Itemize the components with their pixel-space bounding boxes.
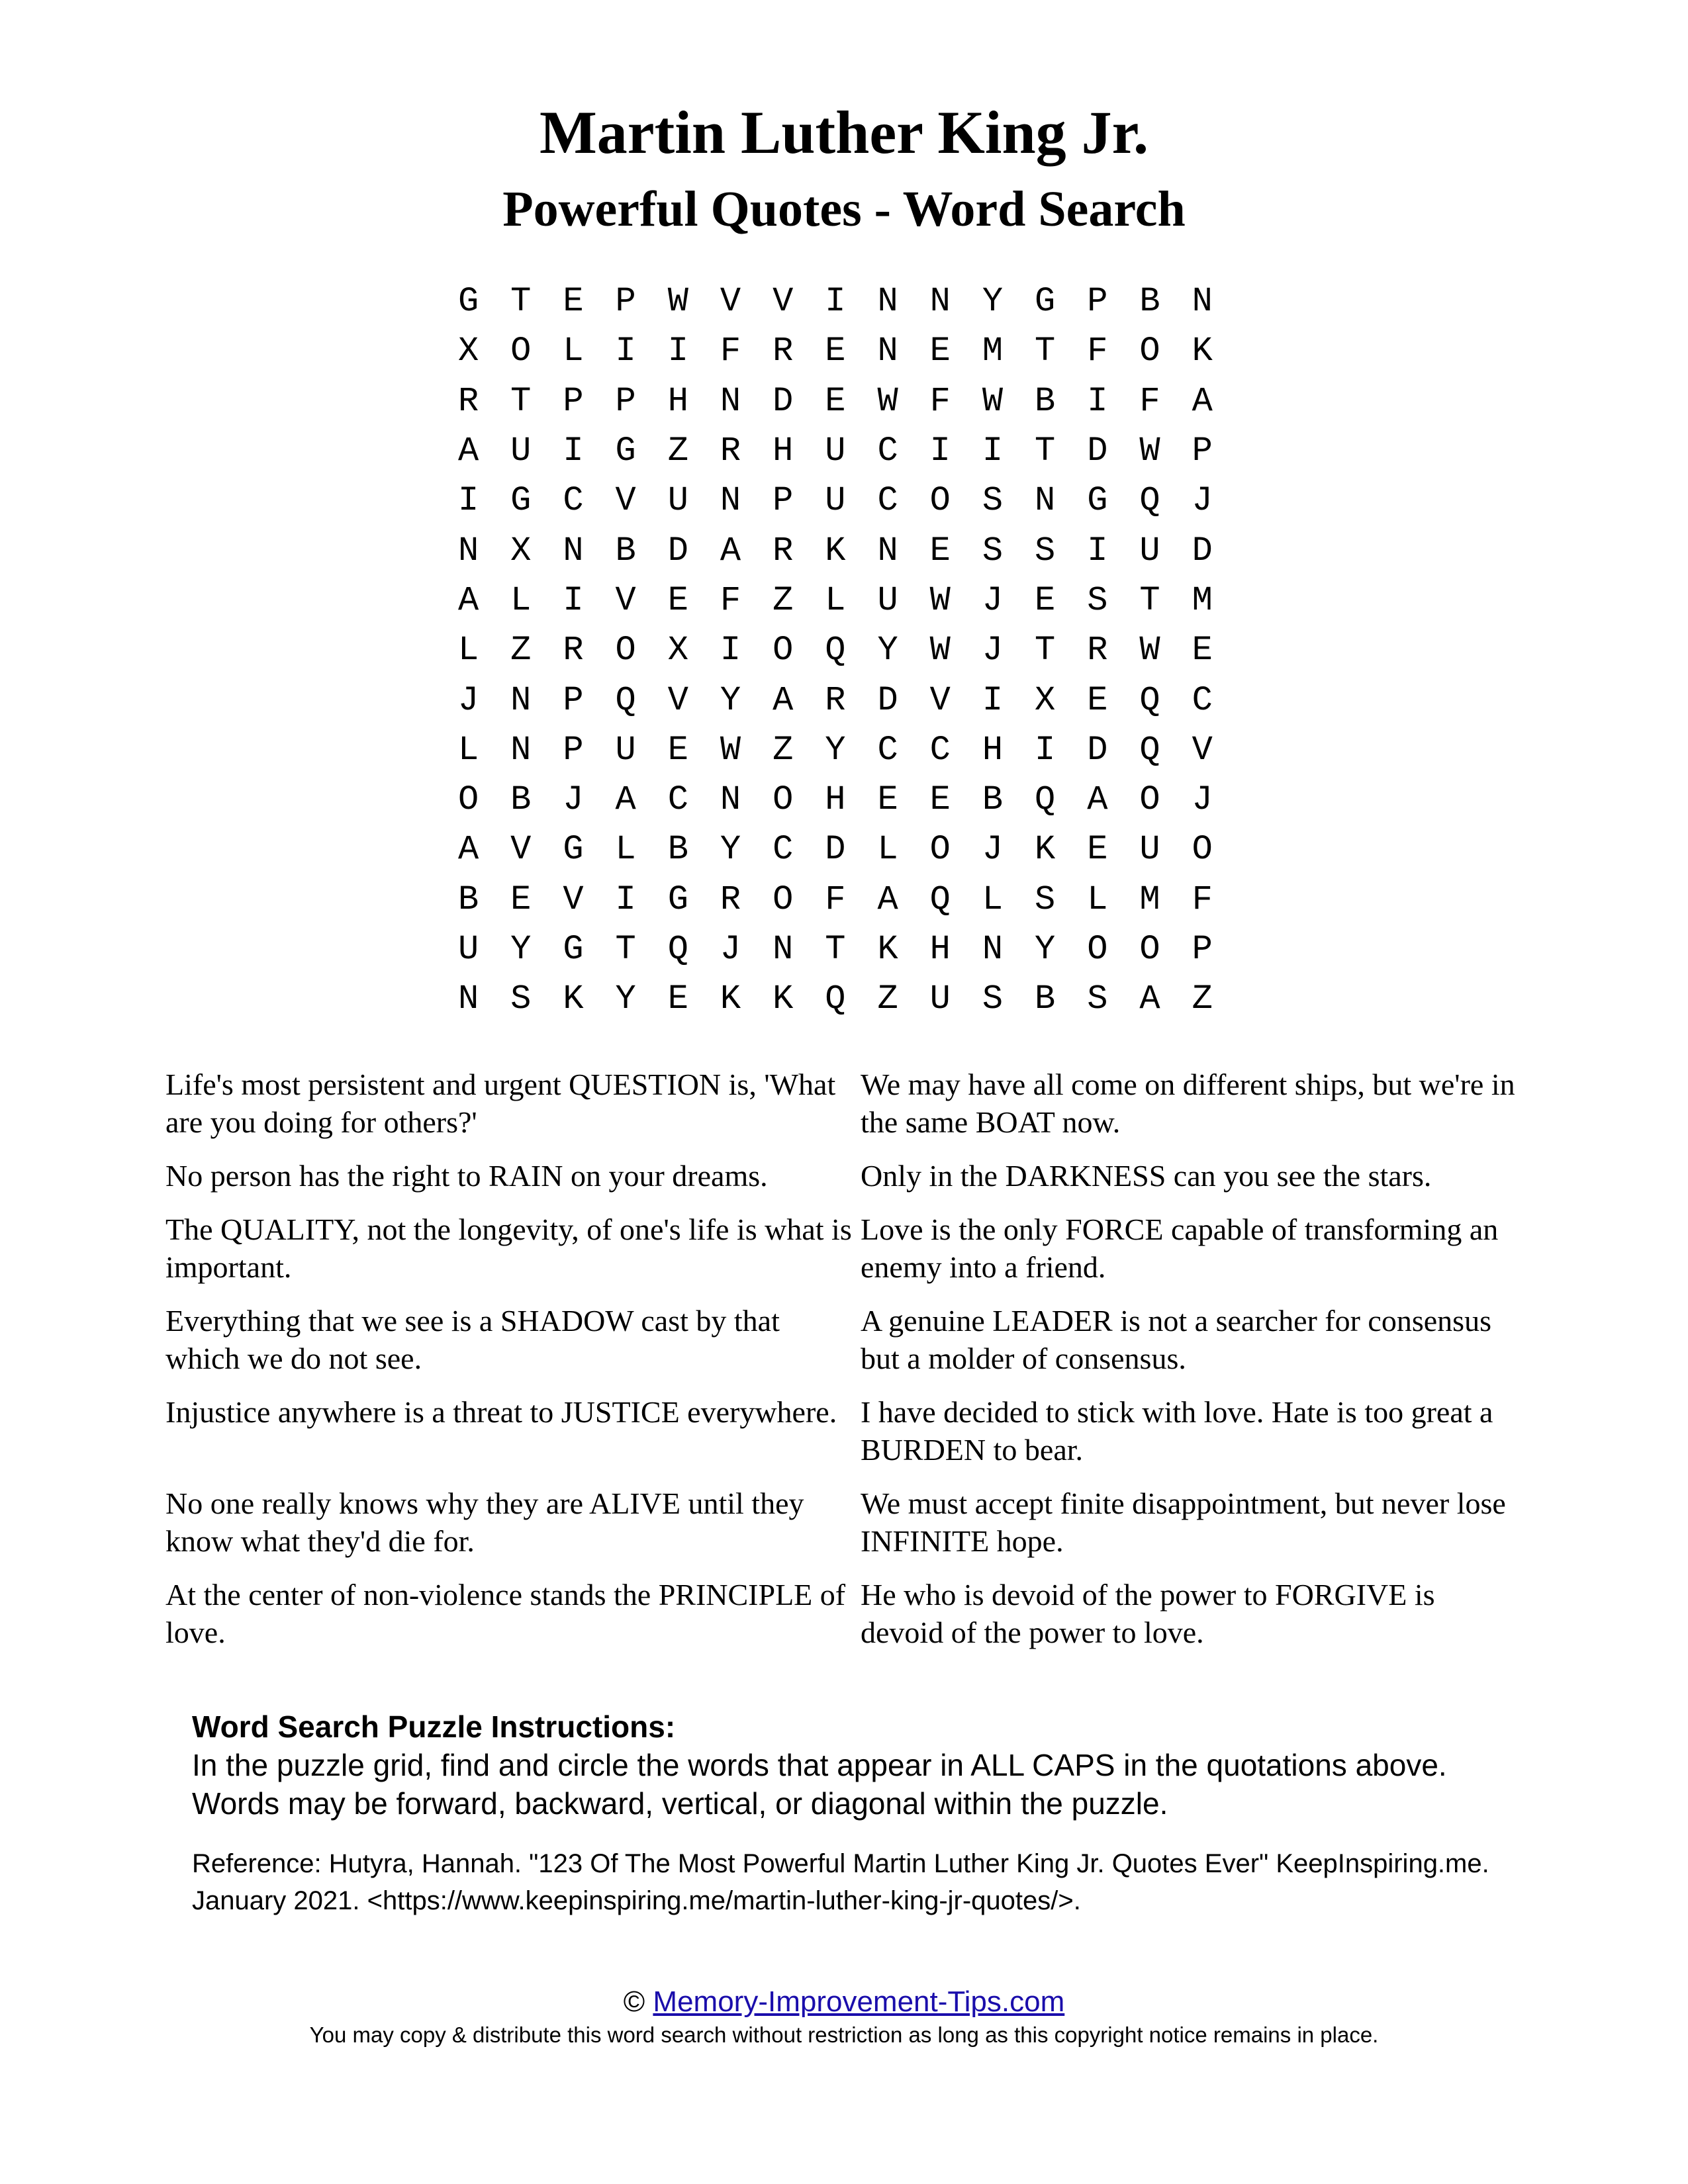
copyright-line	[0, 1984, 1688, 2020]
grid-cell[interactable]: L	[825, 580, 846, 620]
grid-cell[interactable]: E	[563, 282, 584, 322]
grid-cell[interactable]: K	[563, 979, 584, 1019]
grid-cell[interactable]: M	[1139, 880, 1160, 919]
instructions-text: In the puzzle grid, find and circle the words that appear in ALL CAPS in the quotations above. Words may be forward, backward, vertical, or diagonal within the puzzle.	[192, 1748, 1447, 1821]
quote-item: A genuine LEADER is not a searcher for consensus but a molder of consensus.	[861, 1304, 1491, 1375]
grid-cell[interactable]: P	[615, 282, 636, 322]
quote-item: We must accept finite disappointment, but never lose INFINITE hope.	[861, 1486, 1506, 1558]
grid-cell[interactable]: A	[1087, 780, 1108, 820]
grid-cell[interactable]: O	[1087, 930, 1108, 969]
grid-cell[interactable]: M	[1192, 580, 1213, 620]
grid-cell[interactable]: E	[667, 730, 688, 770]
grid-cell[interactable]: U	[1139, 531, 1160, 570]
grid-cell[interactable]: D	[877, 680, 898, 720]
grid-cell[interactable]: O	[773, 880, 794, 919]
grid-cell[interactable]: Q	[1035, 780, 1056, 820]
grid-cell[interactable]: Q	[667, 930, 688, 969]
grid-cell[interactable]: I	[615, 880, 636, 919]
grid-cell[interactable]: Z	[1192, 979, 1213, 1019]
grid-cell[interactable]: W	[929, 631, 951, 670]
grid-cell[interactable]: V	[773, 282, 794, 322]
grid-cell[interactable]: N	[510, 730, 532, 770]
grid-cell[interactable]: C	[877, 730, 898, 770]
grid-cell[interactable]: I	[563, 580, 584, 620]
grid-cell[interactable]: S	[1087, 979, 1108, 1019]
grid-cell[interactable]: P	[1087, 282, 1108, 322]
grid-cell[interactable]: A	[615, 780, 636, 820]
grid-cell[interactable]: O	[1139, 780, 1160, 820]
quote-item: Life's most persistent and urgent QUESTION is, 'What are you doing for others?'	[165, 1068, 836, 1139]
grid-cell[interactable]: T	[1035, 432, 1056, 471]
grid-cell[interactable]: E	[510, 880, 532, 919]
grid-cell[interactable]: G	[510, 481, 532, 521]
grid-cell[interactable]: E	[929, 332, 951, 371]
grid-cell[interactable]: W	[667, 282, 688, 322]
grid-cell[interactable]: G	[457, 282, 479, 322]
grid-cell[interactable]: I	[1035, 730, 1056, 770]
quote-item: We may have all come on different ships, but we're in the same BOAT now.	[861, 1068, 1515, 1139]
grid-cell[interactable]: Z	[773, 730, 794, 770]
grid-cell[interactable]: I	[1087, 531, 1108, 570]
grid-cell[interactable]: B	[510, 780, 532, 820]
grid-cell[interactable]: T	[1035, 332, 1056, 371]
grid-cell[interactable]: I	[563, 432, 584, 471]
grid-cell[interactable]: J	[457, 680, 479, 720]
grid-cell[interactable]: T	[510, 282, 532, 322]
grid-cell[interactable]: N	[877, 282, 898, 322]
grid-cell[interactable]: K	[877, 930, 898, 969]
grid-cell[interactable]: U	[667, 481, 688, 521]
grid-cell[interactable]: H	[667, 381, 688, 421]
grid-cell[interactable]: H	[773, 432, 794, 471]
quote-item: No one really knows why they are ALIVE until they know what they'd die for.	[165, 1486, 804, 1558]
grid-cell[interactable]: U	[825, 481, 846, 521]
instructions-heading: Word Search Puzzle Instructions:	[192, 1709, 676, 1744]
grid-cell[interactable]: Z	[667, 432, 688, 471]
grid-cell[interactable]: A	[877, 880, 898, 919]
grid-cell[interactable]: O	[510, 332, 532, 371]
grid-cell[interactable]: Q	[1139, 481, 1160, 521]
grid-cell[interactable]: D	[667, 531, 688, 570]
quote-item: Injustice anywhere is a threat to JUSTICE everywhere.	[165, 1395, 837, 1429]
grid-cell[interactable]: P	[1192, 432, 1213, 471]
grid-cell[interactable]: W	[720, 730, 741, 770]
grid-cell[interactable]: E	[825, 381, 846, 421]
grid-cell[interactable]: I	[982, 680, 1004, 720]
grid-cell[interactable]: Z	[877, 979, 898, 1019]
grid-cell[interactable]: O	[929, 830, 951, 870]
grid-cell[interactable]: H	[929, 930, 951, 969]
page-title: Martin Luther King Jr.	[539, 99, 1149, 166]
grid-cell[interactable]: R	[457, 381, 479, 421]
grid-cell[interactable]: B	[1139, 282, 1160, 322]
quotes-section	[165, 1066, 1523, 1667]
grid-cell[interactable]: Y	[982, 282, 1004, 322]
page-subtitle: Powerful Quotes - Word Search	[502, 181, 1186, 237]
grid-cell[interactable]: G	[1087, 481, 1108, 521]
grid-cell[interactable]: C	[667, 780, 688, 820]
grid-cell[interactable]: S	[1035, 880, 1056, 919]
grid-cell[interactable]: R	[1087, 631, 1108, 670]
grid-cell[interactable]: E	[1087, 680, 1108, 720]
grid-cell[interactable]: M	[982, 332, 1004, 371]
grid-cell[interactable]: O	[1192, 830, 1213, 870]
quote-item: No person has the right to RAIN on your dreams.	[165, 1159, 768, 1193]
reference-citation: Reference: Hutyra, Hannah. "123 Of The Most Powerful Martin Luther King Jr. Quotes Ever" KeepInspiring.me. January 2021. <https://www.keepinspiring.me/martin-luther-king-jr-quotes/>.	[192, 1849, 1489, 1915]
grid-cell[interactable]: E	[1035, 580, 1056, 620]
grid-cell[interactable]: N	[720, 381, 741, 421]
grid-cell[interactable]: I	[667, 332, 688, 371]
grid-cell[interactable]: A	[773, 680, 794, 720]
grid-cell[interactable]: U	[615, 730, 636, 770]
grid-cell[interactable]: P	[563, 680, 584, 720]
grid-cell[interactable]: T	[1139, 580, 1160, 620]
grid-cell[interactable]: N	[720, 780, 741, 820]
grid-cell[interactable]: N	[982, 930, 1004, 969]
grid-cell[interactable]: X	[1035, 680, 1056, 720]
grid-cell[interactable]: A	[1192, 381, 1213, 421]
grid-cell[interactable]: S	[510, 979, 532, 1019]
grid-cell[interactable]: R	[773, 332, 794, 371]
grid-cell[interactable]: G	[1035, 282, 1056, 322]
grid-cell[interactable]: C	[929, 730, 951, 770]
grid-cell[interactable]: L	[510, 580, 532, 620]
grid-cell[interactable]: N	[1035, 481, 1056, 521]
grid-cell[interactable]: E	[929, 531, 951, 570]
grid-cell[interactable]: R	[720, 432, 741, 471]
grid-cell[interactable]: N	[877, 332, 898, 371]
grid-cell[interactable]: U	[929, 979, 951, 1019]
grid-cell[interactable]: S	[982, 979, 1004, 1019]
grid-cell[interactable]: F	[1192, 880, 1213, 919]
grid-cell[interactable]: J	[982, 631, 1004, 670]
grid-cell[interactable]: Q	[825, 979, 846, 1019]
grid-cell[interactable]: T	[510, 381, 532, 421]
grid-cell[interactable]: W	[877, 381, 898, 421]
grid-cell[interactable]: G	[667, 880, 688, 919]
grid-cell[interactable]: C	[563, 481, 584, 521]
grid-cell[interactable]: W	[1139, 631, 1160, 670]
quote-item: At the center of non-violence stands the PRINCIPLE of love.	[165, 1578, 846, 1649]
grid-cell[interactable]: N	[563, 531, 584, 570]
grid-cell[interactable]: R	[720, 880, 741, 919]
footer	[0, 1984, 1688, 2050]
grid-cell[interactable]: Y	[720, 680, 741, 720]
grid-cell[interactable]: B	[457, 880, 479, 919]
word-search-grid[interactable]	[442, 277, 1229, 1024]
grid-cell[interactable]: I	[615, 332, 636, 371]
grid-cell[interactable]: L	[563, 332, 584, 371]
grid-cell[interactable]: K	[1035, 830, 1056, 870]
grid-cell[interactable]: V	[615, 580, 636, 620]
quote-item: Everything that we see is a SHADOW cast by that which we do not see.	[165, 1304, 780, 1375]
grid-cell[interactable]: T	[825, 930, 846, 969]
site-link[interactable]: Memory-Improvement-Tips.com	[653, 1985, 1065, 2018]
grid-cell[interactable]: S	[1087, 580, 1108, 620]
grid-cell[interactable]: O	[615, 631, 636, 670]
grid-cell[interactable]: W	[1139, 432, 1160, 471]
grid-cell[interactable]: C	[877, 432, 898, 471]
grid-cell[interactable]: F	[825, 880, 846, 919]
grid-cell[interactable]: K	[720, 979, 741, 1019]
grid-cell[interactable]: Y	[615, 979, 636, 1019]
grid-cell[interactable]: X	[510, 531, 532, 570]
grid-cell[interactable]: L	[1087, 880, 1108, 919]
grid-cell[interactable]: I	[720, 631, 741, 670]
grid-cell[interactable]: I	[982, 432, 1004, 471]
grid-cell[interactable]: F	[1139, 381, 1160, 421]
grid-cell[interactable]: N	[877, 531, 898, 570]
grid-cell[interactable]: B	[1035, 979, 1056, 1019]
grid-cell[interactable]: V	[615, 481, 636, 521]
grid-cell[interactable]: N	[457, 979, 479, 1019]
grid-cell[interactable]: Q	[615, 680, 636, 720]
grid-cell[interactable]: P	[1192, 930, 1213, 969]
grid-cell[interactable]: D	[1087, 730, 1108, 770]
grid-cell[interactable]: E	[667, 979, 688, 1019]
copyright-notice: You may copy & distribute this word search without restriction as long as this copyright notice remains in place.	[309, 2023, 1379, 2047]
grid-cell[interactable]: N	[457, 531, 479, 570]
grid-cell[interactable]: L	[457, 631, 479, 670]
grid-cell[interactable]: H	[825, 780, 846, 820]
grid-cell[interactable]: E	[929, 780, 951, 820]
grid-cell[interactable]: V	[667, 680, 688, 720]
grid-cell[interactable]: H	[982, 730, 1004, 770]
grid-cell[interactable]: G	[615, 432, 636, 471]
grid-cell[interactable]: G	[563, 830, 584, 870]
grid-cell[interactable]: Y	[510, 930, 532, 969]
grid-cell[interactable]: V	[510, 830, 532, 870]
grid-cell[interactable]: V	[563, 880, 584, 919]
grid-cell[interactable]: I	[457, 481, 479, 521]
grid-cell[interactable]: W	[929, 580, 951, 620]
grid-cell[interactable]: I	[825, 282, 846, 322]
grid-cell[interactable]: T	[615, 930, 636, 969]
quote-item: Only in the DARKNESS can you see the stars.	[861, 1159, 1432, 1193]
grid-cell[interactable]: N	[929, 282, 951, 322]
grid-cell[interactable]: D	[1192, 531, 1213, 570]
grid-cell[interactable]: D	[773, 381, 794, 421]
grid-cell[interactable]: R	[825, 680, 846, 720]
grid-cell[interactable]: V	[720, 282, 741, 322]
grid-cell[interactable]: U	[457, 930, 479, 969]
grid-cell[interactable]: R	[773, 531, 794, 570]
grid-cell[interactable]: A	[457, 580, 479, 620]
grid-cell[interactable]: X	[457, 332, 479, 371]
grid-cell[interactable]: K	[825, 531, 846, 570]
grid-cell[interactable]: N	[773, 930, 794, 969]
grid-cell[interactable]: L	[982, 880, 1004, 919]
quote-item: Love is the only FORCE capable of transforming an enemy into a friend.	[861, 1212, 1499, 1284]
grid-cell[interactable]: F	[720, 332, 741, 371]
grid-cell[interactable]: I	[929, 432, 951, 471]
grid-cell[interactable]: C	[877, 481, 898, 521]
grid-cell[interactable]: Q	[825, 631, 846, 670]
grid-cell[interactable]: E	[667, 580, 688, 620]
grid-cell[interactable]: J	[982, 580, 1004, 620]
grid-cell[interactable]: W	[982, 381, 1004, 421]
grid-cell[interactable]: Y	[1035, 930, 1056, 969]
grid-cell[interactable]: C	[773, 830, 794, 870]
grid-cell[interactable]: N	[720, 481, 741, 521]
grid-cell[interactable]: U	[1139, 830, 1160, 870]
grid-cell[interactable]: O	[1139, 930, 1160, 969]
grid-cell[interactable]: P	[563, 730, 584, 770]
grid-cell[interactable]: E	[1087, 830, 1108, 870]
grid-cell[interactable]: A	[1139, 979, 1160, 1019]
instructions-block	[192, 1707, 1516, 1823]
grid-cell[interactable]: B	[1035, 381, 1056, 421]
grid-cell[interactable]: O	[457, 780, 479, 820]
grid-cell[interactable]: E	[1192, 631, 1213, 670]
grid-cell[interactable]: O	[773, 780, 794, 820]
grid-cell[interactable]: F	[929, 381, 951, 421]
grid-cell[interactable]: K	[773, 979, 794, 1019]
grid-cell[interactable]: S	[1035, 531, 1056, 570]
grid-cell[interactable]: J	[982, 830, 1004, 870]
grid-cell[interactable]: Z	[773, 580, 794, 620]
grid-cell[interactable]: N	[510, 680, 532, 720]
grid-cell[interactable]: V	[929, 680, 951, 720]
grid-cell[interactable]: O	[773, 631, 794, 670]
grid-cell[interactable]: V	[1192, 730, 1213, 770]
grid-cell[interactable]: Q	[1139, 680, 1160, 720]
grid-cell[interactable]: R	[563, 631, 584, 670]
grid-cell[interactable]: J	[563, 780, 584, 820]
grid-cell[interactable]: U	[510, 432, 532, 471]
grid-cell[interactable]: J	[1192, 780, 1213, 820]
grid-cell[interactable]: K	[1192, 332, 1213, 371]
grid-cell[interactable]: O	[1139, 332, 1160, 371]
grid-cell[interactable]: B	[982, 780, 1004, 820]
quote-item: He who is devoid of the power to FORGIVE is devoid of the power to love.	[861, 1578, 1435, 1649]
grid-cell[interactable]: G	[563, 930, 584, 969]
grid-cell[interactable]: Y	[825, 730, 846, 770]
grid-cell[interactable]: U	[825, 432, 846, 471]
grid-cell[interactable]: S	[982, 481, 1004, 521]
grid-cell[interactable]: J	[1192, 481, 1213, 521]
quote-item: I have decided to stick with love. Hate is too great a BURDEN to bear.	[861, 1395, 1493, 1467]
grid-cell[interactable]: Q	[929, 880, 951, 919]
quotes-right-column	[861, 1066, 1523, 1667]
grid-cell[interactable]: T	[1035, 631, 1056, 670]
grid-cell[interactable]: F	[1087, 332, 1108, 371]
grid-cell[interactable]: P	[615, 381, 636, 421]
grid-cell[interactable]: P	[773, 481, 794, 521]
grid-cell[interactable]: E	[825, 332, 846, 371]
grid-cell[interactable]: J	[720, 930, 741, 969]
grid-cell[interactable]: O	[929, 481, 951, 521]
grid-cell[interactable]: Y	[877, 631, 898, 670]
copyright-symbol: ©	[623, 1985, 645, 2018]
grid-cell[interactable]: Z	[510, 631, 532, 670]
quote-item: The QUALITY, not the longevity, of one's life is what is important.	[165, 1212, 852, 1284]
grid-cell[interactable]: Y	[720, 830, 741, 870]
grid-cell[interactable]: Q	[1139, 730, 1160, 770]
grid-cell[interactable]: E	[877, 780, 898, 820]
grid-cell[interactable]: C	[1192, 680, 1213, 720]
grid-cell[interactable]: D	[825, 830, 846, 870]
grid-cell[interactable]: L	[877, 830, 898, 870]
grid-cell[interactable]: A	[457, 830, 479, 870]
grid-cell[interactable]: B	[667, 830, 688, 870]
grid-cell[interactable]: L	[457, 730, 479, 770]
quotes-left-column	[165, 1066, 861, 1667]
grid-cell[interactable]: B	[615, 531, 636, 570]
grid-cell[interactable]: A	[457, 432, 479, 471]
grid-cell[interactable]: A	[720, 531, 741, 570]
grid-cell[interactable]: D	[1087, 432, 1108, 471]
grid-cell[interactable]: P	[563, 381, 584, 421]
grid-cell[interactable]: I	[1087, 381, 1108, 421]
grid-cell[interactable]: X	[667, 631, 688, 670]
grid-cell[interactable]: S	[982, 531, 1004, 570]
grid-cell[interactable]: U	[877, 580, 898, 620]
grid-cell[interactable]: F	[720, 580, 741, 620]
grid-cell[interactable]: L	[615, 830, 636, 870]
grid-cell[interactable]: N	[1192, 282, 1213, 322]
